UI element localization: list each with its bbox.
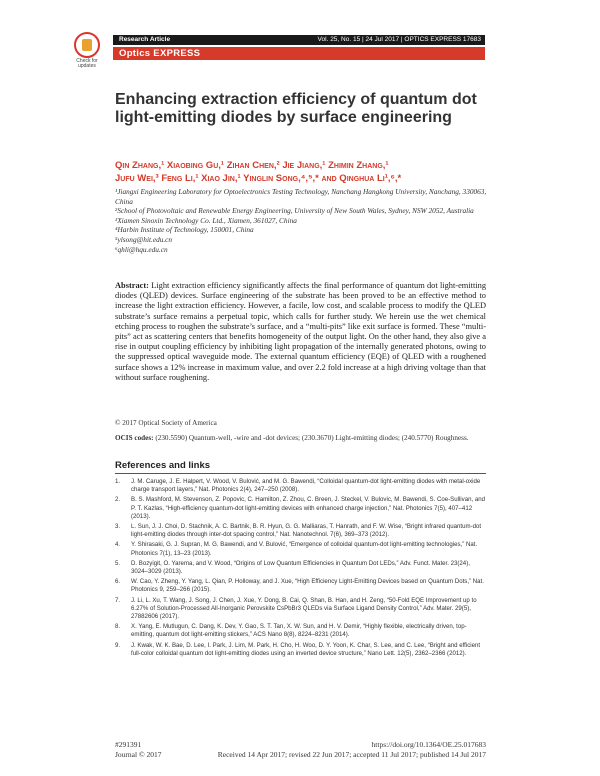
reference-item	[115, 541, 486, 557]
reference-text: J. Li, L. Xu, T. Wang, J. Song, J. Chen, J. Xue, Y. Dong, B. Cai, Q. Shan, B. Han, and H. Zeng, “50-Fold EQE Improvement up to 6.27% of Solution-Processed All-Inorganic Perovskite CsPbBr3 QLEDs via Surface Ligand Density Control,” Adv. Mater. 29(5), 27882606 (2017).	[131, 596, 477, 621]
author-line: Jufu Wei,³ Feng Li,¹ Xiao Jin,¹ Yinglin Song,⁴,⁵,* and Qinghua Li¹,⁶,*	[115, 173, 402, 184]
copyright-notice: © 2017 Optical Society of America	[115, 419, 217, 427]
reference-item	[115, 560, 486, 576]
crossmark-icon	[74, 32, 100, 58]
abstract	[115, 281, 486, 383]
email-link[interactable]: ⁵ylsong@hit.edu.cn	[115, 234, 173, 244]
reference-number: 5.	[115, 559, 121, 567]
reference-number: 8.	[115, 623, 121, 631]
reference-number: 3.	[115, 523, 121, 531]
reference-number: 1.	[115, 478, 121, 485]
article-id: #291391	[115, 740, 142, 749]
journal-copyright: Journal © 2017	[115, 749, 162, 759]
footer-left	[115, 740, 162, 759]
doi-link[interactable]: https://doi.org/10.1364/OE.25.017683	[371, 740, 486, 749]
article-type: Research Article	[119, 36, 171, 43]
crossmark-label: Check for updates	[76, 58, 98, 69]
reference-list	[115, 478, 486, 660]
reference-text: J. M. Caruge, J. E. Halpert, V. Wood, V. Bulović, and M. G. Bawendi, “Colloidal quantum-dot light-emitting diodes with metal-oxide charge transport layers,” Nat. Photonics 2(4), 247–250 (2008).	[131, 478, 481, 494]
reference-text: J. Kwak, W. K. Bae, D. Lee, I. Park, J. Lim, M. Park, H. Cho, H. Woo, D. Y. Yoon, K. Char, S. Lee, and C. Lee, “Bright and efficient full-color colloidal quantum dot light-emitting diodes using an inverted device structure,” Nano Lett. 12(5), 2362–2366 (2012).	[131, 641, 481, 657]
reference-item	[115, 597, 486, 622]
reference-item	[115, 623, 486, 639]
reference-item	[115, 642, 486, 658]
article-title: Enhancing extraction efficiency of quantum dot light-emitting diodes by surface engineering	[115, 91, 477, 126]
journal-top-bar	[113, 35, 485, 45]
section-divider	[115, 473, 486, 474]
journal-name: Optics EXPRESS	[119, 48, 201, 59]
reference-text: B. S. Mashford, M. Stevenson, Z. Popovic, C. Hamilton, Z. Zhou, C. Breen, J. Steckel, V. Bulovic, M. Bawendi, S. Coe-Sullivan, and P. T. Kazlas, “High-efficiency quantum-dot light-emitting devices with enhanced charge injection,” Nat. Photonics 7(5), 407–412 (2013).	[131, 496, 486, 520]
reference-item	[115, 496, 486, 521]
reference-text: W. Cao, Y. Zheng, Y. Yang, L. Qian, P. Holloway, and J. Xue, “High Efficiency Light-Emitting Devices based on Quantum Dots,” Nat. Photonics 9, 259–266 (2015).	[131, 578, 484, 594]
email-link[interactable]: ⁶qhli@hqu.edu.cn	[115, 244, 168, 254]
reference-number: 7.	[115, 596, 121, 604]
ocis-codes	[115, 434, 486, 443]
affiliation: ³Xiamen Sinoxin Technology Co. Ltd., Xiamen, 361027, China	[115, 215, 297, 225]
reference-number: 2.	[115, 496, 121, 504]
references-heading: References and links	[115, 460, 211, 471]
abstract-text: Light extraction efficiency significantly affects the final performance of quantum dot light-emitting diodes (QLED) devices. Surface engineering of the substrate has been proved to be an effective method to increase the light extraction efficiency. However, a facile, low cost, and scalable process to modify the QLED substrate’s surface remains a perpetual topic, which calls for further study. We herein use the wet chemical etching process to roughen the substrate’s surface, and a “multi-pits” like exit surface is formed. These “multi-pits” act as scattering centers that benefits homogeneity of the output light. On the other hand, they also give a rise in output coupling efficiency by inhibiting light propagation of the internally generated photons, owing to the suppressed optical waveguide mode. The external quantum efficiency (EQE) of QLED with a roughened surface shows a 12% increase in maximum value, and over 2.2 fold increase at a high driving voltage than that without surface roughening.	[115, 281, 487, 382]
abstract-label: Abstract:	[115, 281, 149, 290]
ocis-text: (230.5590) Quantum-well, -wire and -dot devices; (230.3670) Light-emitting diodes; (240.5770) Roughness.	[155, 434, 469, 442]
crossmark-logo[interactable]	[74, 32, 100, 72]
reference-text: D. Bozyigit, O. Yarema, and V. Wood, “Origins of Low Quantum Efficiencies in Quantum Dot LEDs,” Adv. Funct. Mater. 23(24), 3024–3029 (2013).	[131, 559, 470, 576]
ocis-label: OCIS codes:	[115, 434, 154, 442]
reference-text: Y. Shirasaki, G. J. Supran, M. G. Bawendi, and V. Bulović, “Emergence of colloidal quantum-dot light-emitting technologies,” Nat. Photonics 7(1), 13–23 (2013).	[131, 541, 478, 557]
journal-name-bar	[113, 47, 485, 60]
author-list	[115, 159, 495, 185]
reference-number: 9.	[115, 641, 121, 649]
reference-number: 4.	[115, 541, 121, 549]
reference-item	[115, 478, 486, 494]
affiliation: ²School of Photovoltaic and Renewable Energy Engineering, University of New South Wales, Sydney, NSW 2052, Australia	[115, 206, 474, 216]
author-line: Qin Zhang,¹ Xiaobing Gu,¹ Zihan Chen,² Jie Jiang,¹ Zhimin Zhang,¹	[115, 160, 389, 171]
publication-dates: Received 14 Apr 2017; revised 22 Jun 2017; accepted 11 Jul 2017; published 14 Jul 2017	[217, 749, 486, 759]
citation-info: Vol. 25, No. 15 | 24 Jul 2017 | OPTICS EXPRESS 17683	[317, 36, 481, 43]
reference-item	[115, 578, 486, 594]
affiliation: ⁴Harbin Institute of Technology, 150001, China	[115, 225, 254, 235]
reference-item	[115, 523, 486, 539]
reference-text: X. Yang, E. Mutlugun, C. Dang, K. Dev, Y. Gao, S. T. Tan, X. W. Sun, and H. V. Demir, “Highly flexible, electrically driven, top-emitting, quantum dot light-emitting stickers,” ACS Nano 8(8), 8224–8231 (2014).	[131, 623, 467, 639]
footer-right	[218, 740, 486, 759]
affiliations	[115, 187, 495, 254]
reference-text: L. Sun, J. J. Choi, D. Stachnik, A. C. Bartnik, B. R. Hyun, G. G. Malliaras, T. Hanrath, and F. W. Wise, “Bright infrared quantum-dot light-emitting diodes through inter-dot spacing control,” Nat. Nanotechnol. 7(6), 369–373 (2012).	[131, 523, 482, 539]
affiliation: ¹Jiangxi Engineering Laboratory for Optoelectronics Testing Technology, Nanchang Hangkong University, Nanchang, 330063, China	[115, 187, 487, 206]
reference-number: 6.	[115, 578, 121, 586]
